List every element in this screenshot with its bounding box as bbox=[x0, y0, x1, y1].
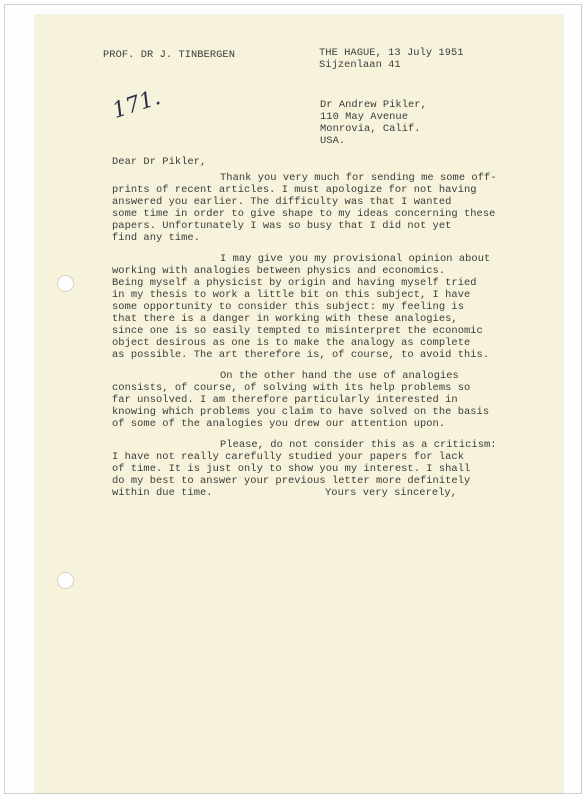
p1-line-2: prints of recent articles. I must apologize for not having bbox=[112, 184, 477, 196]
punch-hole-top bbox=[57, 275, 74, 292]
p4-line-2: I have not really carefully studied your papers for lack bbox=[112, 451, 464, 463]
p2-line-9: as possible. The art therefore is, of course, to avoid this. bbox=[112, 349, 490, 361]
p2-line-2: working with analogies between physics and economics. bbox=[112, 265, 446, 277]
recipient-name: Dr Andrew Pikler, bbox=[320, 99, 427, 111]
p2-line-5: some opportunity to consider this subject: my feeling is bbox=[112, 301, 464, 313]
letterhead-place-date: THE HAGUE, 13 July 1951 bbox=[319, 47, 464, 59]
p2-line-7: since one is so easily tempted to misinterpret the economic bbox=[112, 325, 483, 337]
p4-line-5: within due time. bbox=[112, 487, 213, 499]
p3-line-4: knowing which problems you claim to have solved on the basis bbox=[112, 406, 490, 418]
recipient-street: 110 May Avenue bbox=[320, 111, 408, 123]
p4-line-4: do my best to answer your previous letter more definitely bbox=[112, 475, 471, 487]
recipient-city: Monrovia, Calif. bbox=[320, 123, 421, 135]
p3-line-3: far unsolved. I am therefore particularly interested in bbox=[112, 394, 458, 406]
p2-line-1: I may give you my provisional opinion about bbox=[220, 253, 491, 265]
letterhead-sender: PROF. DR J. TINBERGEN bbox=[103, 49, 235, 61]
recipient-country: USA. bbox=[320, 135, 346, 147]
p1-line-1: Thank you very much for sending me some off- bbox=[220, 172, 497, 184]
p2-line-4: in my thesis to work a little bit on this subject, I have bbox=[112, 289, 471, 301]
p3-line-1: On the other hand the use of analogies bbox=[220, 370, 459, 382]
p1-line-5: papers. Unfortunately I was so busy that I did not yet bbox=[112, 220, 452, 232]
p1-line-6: find any time. bbox=[112, 232, 200, 244]
p2-line-6: that there is a danger in working with these analogies, bbox=[112, 313, 458, 325]
p2-line-3: Being myself a physicist by origin and having myself tried bbox=[112, 277, 477, 289]
handwritten-annotation: 171. bbox=[109, 85, 164, 124]
p1-line-3: answered you earlier. The difficulty was that I wanted bbox=[112, 196, 452, 208]
closing: Yours very sincerely, bbox=[325, 487, 457, 499]
p3-line-2: consists, of course, of solving with its help problems so bbox=[112, 382, 471, 394]
salutation: Dear Dr Pikler, bbox=[112, 156, 207, 168]
p3-line-5: of some of the analogies you drew our attention upon. bbox=[112, 418, 446, 430]
p4-line-1: Please, do not consider this as a criticism: bbox=[220, 439, 497, 451]
p2-line-8: object desirous as one is to make the analogy as complete bbox=[112, 337, 471, 349]
p1-line-4: some time in order to give shape to my ideas concerning these bbox=[112, 208, 496, 220]
p4-line-3: of time. It is just only to show you my interest. I shall bbox=[112, 463, 471, 475]
letterhead-street: Sijzenlaan 41 bbox=[319, 59, 401, 71]
punch-hole-bottom bbox=[57, 572, 74, 589]
